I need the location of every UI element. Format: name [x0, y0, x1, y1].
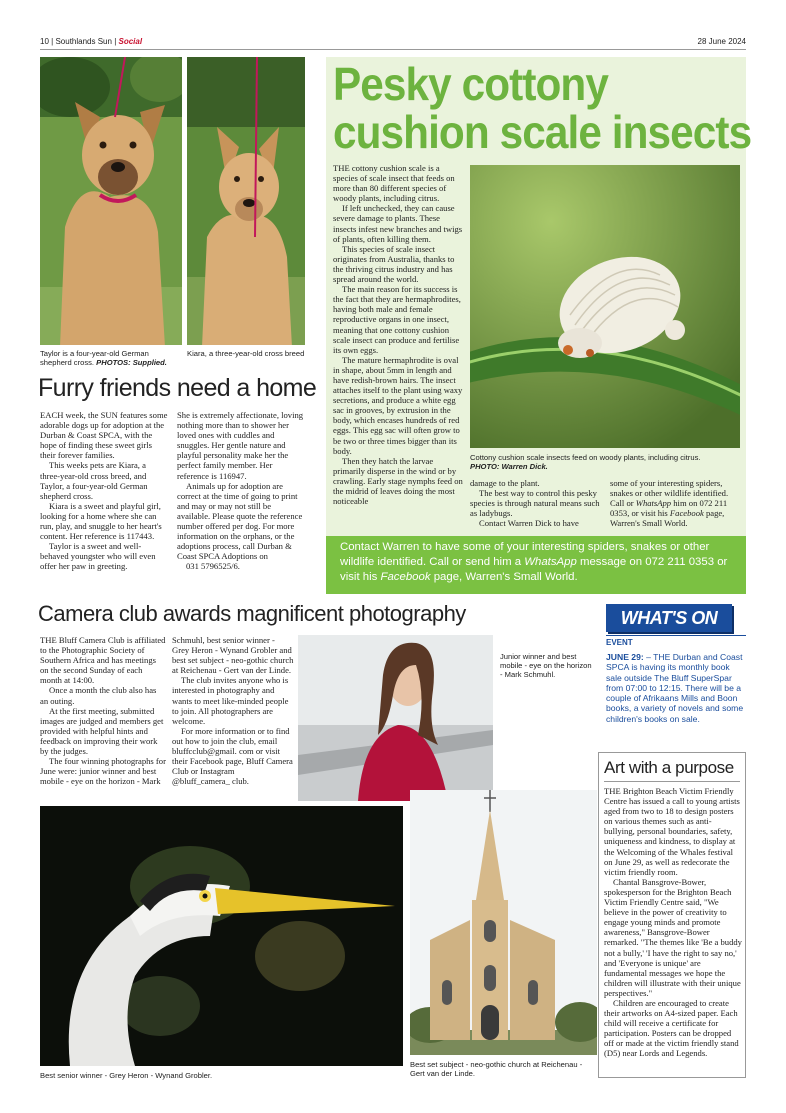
event-date: JUNE 29: [606, 652, 644, 662]
heron-photo [40, 806, 403, 1066]
page-number: 10 [40, 37, 49, 46]
page-header: 10 | Southlands Sun | Social 28 June 2024 [40, 37, 746, 46]
pesky-headline: Pesky cottony cushion scale insects [333, 58, 752, 158]
camera-headline: Camera club awards magnificent photography [38, 601, 466, 626]
dogs-headline: Furry friends need a home [38, 374, 317, 402]
dogs-column-2: She is extremely affectionate, loving nothing more than to shower her loved ones with cuddles and snuggles. Her gentle nature and playful personality make her the perfect family member. Her reference is 116947. Animals up for adoption are correct at the time of going to print and may or may not still be available. Please quote the reference number offered per dog. For more information on the orphans, or the adoptions process, call Durban & Coast SPCA Adoptions on 031 5796525/6. [177, 410, 304, 572]
kiara-photo [187, 57, 305, 345]
photo-credit: PHOTOS: Supplied. [96, 358, 167, 368]
issue-date: 28 June 2024 [697, 37, 746, 46]
church-photo [410, 790, 597, 1055]
scale-insect-caption: Cottony cushion scale insects feed on woody plants, including citrus. PHOTO: Warren Dick. [470, 453, 701, 472]
art-headline: Art with a purpose [604, 758, 734, 777]
camera-column-1: THE Bluff Camera Club is affiliated to the Photographic Society of Southern Africa and has meetings on the second Sunday of each month at 14:00. Once a month the club also has an outing. At the first meeting, submitted images are judged and members get provided with helpful hints and feedback on improving their work by the judges. The four winning photographs for June were: junior winner and best mobile - eye on the horizon - Mark [40, 635, 166, 787]
junior-winner-photo [298, 635, 493, 801]
scale-insect-photo [470, 165, 740, 448]
whats-on-badge: WHAT'S ON [606, 604, 732, 632]
paper-name: Southlands Sun [55, 37, 112, 46]
junior-winner-caption: Junior winner and best mobile - eye on the horizon - Mark Schmuhl. [500, 652, 592, 680]
pesky-column-3: some of your interesting spiders, snakes or other wildlife identified. Call or WhatsApp him on 072 211 0353, or visit his Facebook page, Warren's Small World. [610, 478, 729, 529]
heron-caption: Best senior winner - Grey Heron - Wynand Grobler. [40, 1071, 213, 1080]
art-rule [604, 781, 740, 782]
dogs-column-1: EACH week, the SUN features some adorable dogs up for adoption at the Durban & Coast SPCA, with the hope of finding these sweet girls their forever families. This weeks pets are Kiara, a three-year-old cross breed, and Taylor, a four-year-old German shepherd cross. Kiara is a sweet and playful girl, looking for a home where she can run, play, and snuggle to her heart's content. Her reference is 117443. Taylor is a sweet and well-behaved youngster who will even offer her paw in greeting. [40, 410, 168, 572]
pesky-column-1: THE cottony cushion scale is a species of scale insect that feeds on more than 80 different species of woody plants, including citrus. If left unchecked, they can cause severe damage to plants. These insects infest new branches and twigs of plants, often killing them. This species of scale insect originates from Australia, thanks to the thriving citrus industry and has spread around the world. The main reason for its success is the fact that they are hermaphrodites, having both male and female reproductive organs in one insect, meaning that one cottony cushion scale insect can produce and fertilise its own eggs. The mature hermaphrodite is oval in shape, about 5mm in length and have redish-brown hairs. The insect attaches itself to the plant using waxy secretions, and produce a white egg sac in grooves, by extrusion in the body, which encases hundreds of red eggs. This egg sac will often grow to be two or three times bigger than its body. Then they hatch the larvae primarily disperse in the wind or by crawling. Early stage nymphs feed on the midrid of leaves doing the most noticeable [333, 163, 463, 507]
art-body: THE Brighton Beach Victim Friendly Centre has issued a call to young artists aged from two to 18 to design posters on various themes such as anti-bullying, personal boundaries, safety, uniqueness and kindness, to display at the Welcoming of the Whales festival on June 29, as well as redecorate the victim friendly room. Chantal Bansgrove-Bower, spokesperson for the Brighton Beach Victim Friendly Centre said, "We believe in the power of creativity to engage young minds and promote awareness," Bansgrove-Bower remarked. "The themes like 'Be a buddy not a bully,' 'I have the right to say no,' and 'Everyone is unique' are fundamental messages we hope the children will illustrate with their unique perspectives." Children are encouraged to create their artworks on A4-sized paper. Each child will receive a certificate for participation. Posters can be dropped off or made at the victim friendly stand (D5) near Lords and Legends. [604, 786, 742, 1059]
taylor-caption: Taylor is a four-year-old German shepherd cross. PHOTOS: Supplied. [40, 349, 167, 368]
camera-column-2: Schmuhl, best senior winner - Grey Heron - Wynand Grobler and best set subject - neo-gothic church at Reichenau - Gert van der Linde. The club invites anyone who is interested in photography and wants to meet like-minded people to join. All photographers are welcome. For more information or to find out how to join the club, email bluffcclub@gmail. com or visit their Facebook page, Bluff Camera Club or Instagram @bluff_camera_ club. [172, 635, 294, 787]
contact-banner: Contact Warren to have some of your interesting spiders, snakes or other wildlife identified. Call or send him a WhatsApp message on 072 211 0353 or visit his Facebook page, Warren's Small World. [326, 536, 746, 594]
pesky-column-2: damage to the plant. The best way to control this pesky species is through natural means such as ladybugs. Contact Warren Dick to have [470, 478, 600, 529]
section-name: Social [118, 37, 143, 46]
photo-credit: PHOTO: Warren Dick. [470, 462, 548, 472]
whats-on-rule [606, 635, 746, 636]
whats-on-label: EVENT [606, 638, 633, 647]
church-caption: Best set subject - neo-gothic church at Reichenau - Gert van der Linde. [410, 1060, 583, 1079]
whats-on-event: JUNE 29: – THE Durban and Coast SPCA is having its monthly book sale outside The Bluff SuperSpar from 07:00 to 12:15. There will be a couple of Afrikaans Mills and Boon books, a variety of novels and some children's books on sale. [606, 652, 744, 724]
kiara-caption: Kiara, a three-year-old cross breed [187, 349, 305, 358]
header-rule [40, 49, 746, 50]
taylor-photo [40, 57, 182, 345]
